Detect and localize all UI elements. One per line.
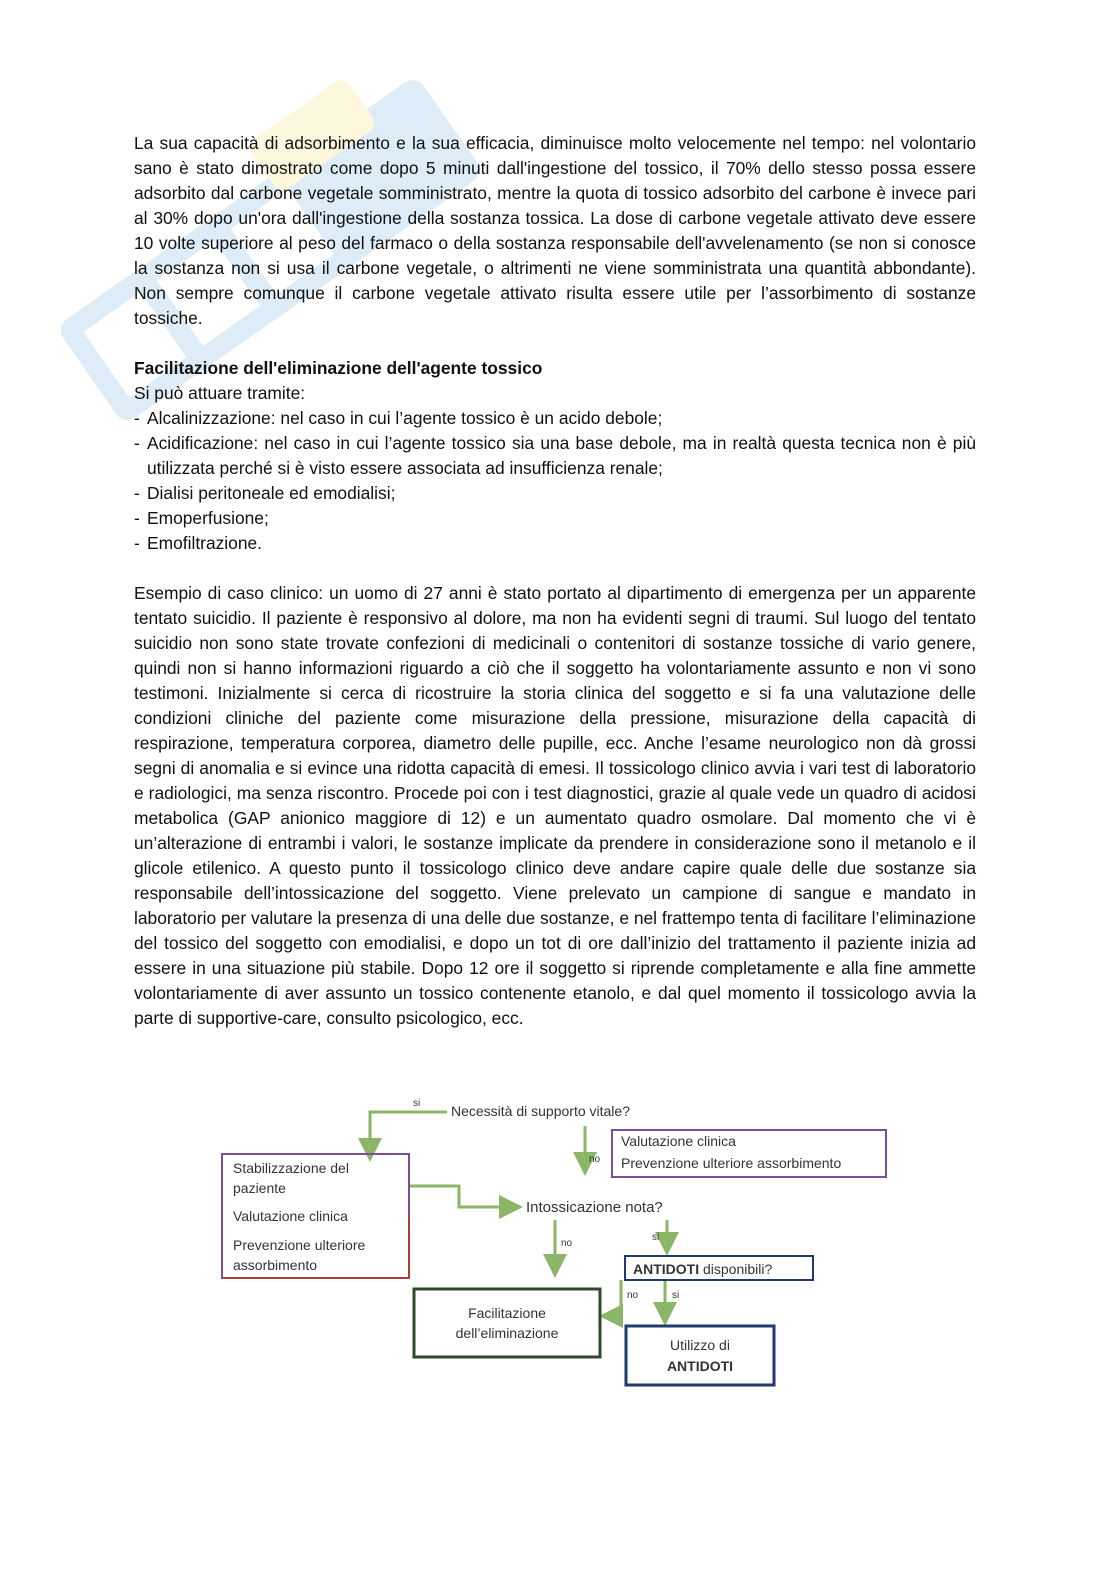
box-stab-line1: Stabilizzazione del	[233, 1160, 349, 1176]
intro-line: Si può attuare tramite:	[134, 383, 306, 403]
list-item: - Dialisi peritoneale ed emodialisi;	[134, 483, 396, 503]
label-no-intox: no	[561, 1238, 573, 1249]
label-si-intox: si	[652, 1232, 660, 1243]
box-stab-line2: paziente	[233, 1180, 286, 1196]
box-facil-line2: dell’eliminazione	[455, 1325, 559, 1341]
methods-list	[134, 406, 976, 556]
box-utilizzo-antidoti	[626, 1326, 774, 1385]
arrow-si-to-stabilization	[370, 1112, 447, 1156]
box-stab-line3: Valutazione clinica	[233, 1208, 348, 1224]
section-heading: Facilitazione dell'eliminazione dell'agente tossico	[134, 358, 543, 378]
question-intox: Intossicazione nota?	[526, 1199, 663, 1216]
box-stab-line5: assorbimento	[233, 1257, 318, 1273]
label-si-antidoti: si	[672, 1290, 680, 1301]
box-valutazione-line1: Valutazione clinica	[621, 1133, 736, 1149]
question-antidoti: ANTIDOTI disponibili?	[633, 1261, 773, 1277]
label-no-top: no	[589, 1154, 601, 1165]
box-facil-line1: Facilitazione	[468, 1305, 546, 1321]
list-item: - Alcalinizzazione: nel caso in cui l’agente tossico è un acido debole;	[134, 408, 663, 428]
question-support: Necessità di supporto vitale?	[451, 1103, 630, 1119]
list-item: - Acidificazione: nel caso in cui l’agente tossico sia una base debole, ma in realtà questa tecnica non è più utilizzata perché si è visto essere associata ad insufficienza renale;	[134, 433, 976, 478]
box-facilitazione	[414, 1289, 600, 1357]
paragraph-charcoal: La sua capacità di adsorbimento e la sua efficacia, diminuisce molto velocemente nel tempo: nel volontario sano è stato dimostrato come dopo 5 minuti dall'ingestione del tossico, il 70% dello stesso possa essere adsorbito dal carbone vegetale somministrato, mentre la quota di tossico adsorbito del carbone è invece pari al 30% dopo un'ora dall'ingestione della sostanza tossica. La dose di carbone vegetale attivato deve essere 10 volte superiore al peso del farmaco o della sostanza responsabile dell'avvelenamento (se non si conosce la sostanza non si usa il carbone vegetale, o altrimenti ne viene somministrata una quantità abbondante). Non sempre comunque il carbone vegetale attivato risulta essere utile per l’assorbimento di sostanze tossiche.	[134, 133, 976, 328]
box-utilizzo-line1: Utilizzo di	[670, 1337, 730, 1353]
box-valutazione-line2: Prevenzione ulteriore assorbimento	[621, 1155, 842, 1171]
list-item: - Emoperfusione;	[134, 508, 269, 528]
list-item: - Emofiltrazione.	[134, 533, 263, 553]
label-si-top: si	[413, 1098, 421, 1109]
box-utilizzo-line2: ANTIDOTI	[666, 1358, 734, 1374]
arrow-antidoti-no	[605, 1280, 621, 1316]
box-stab-line4: Prevenzione ulteriore	[233, 1237, 366, 1253]
label-no-antidoti: no	[627, 1290, 639, 1301]
arrow-stab-to-intox	[409, 1186, 517, 1207]
toxicology-flowchart	[215, 1088, 905, 1398]
paragraph-case-study: Esempio di caso clinico: un uomo di 27 anni è stato portato al dipartimento di emergenza per un apparente tentato suicidio. Il paziente è responsivo al dolore, ma non ha evidenti segni di traumi. Sul luogo del tentato suicidio non sono state trovate confezioni di medicinali o contenitori di sostanze tossiche di vario genere, quindi non si hanno informazioni riguardo a ciò che il soggetto ha volontariamente assunto e non vi sono testimoni. Inizialmente si cerca di ricostruire la storia clinica del soggetto e si fa una valutazione delle condizioni cliniche del paziente come misurazione della pressione, misurazione della capacità di respirazione, temperatura corporea, diametro delle pupille, ecc. Anche l’esame neurologico non dà grossi segni di anomalia e si evince una ridotta capacità di emesi. Il tossicologo clinico avvia i vari test di laboratorio e radiologici, ma senza riscontro. Procede poi con i test diagnostici, grazie al quale vede un quadro di acidosi metabolica (GAP anionico maggiore di 12) e un aumentato quadro osmolare. Dal momento che vi è un’alterazione di entrambi i valori, le sostanze implicate da prendere in considerazione sono il metanolo e il glicole etilenico. A questo punto il tossicologo clinico deve andare capire quale delle due sostanze sia responsabile dell’intossicazione del soggetto. Viene prelevato un campione di sangue e mandato in laboratorio per valutare la presenza di una delle due sostanze, e nel frattempo tenta di facilitare l’eliminazione del tossico del soggetto con emodialisi, e dopo un tot di ore dall’inizio del trattamento il paziente inizia ad essere in una situazione più stabile. Dopo 12 ore il soggetto si riprende completamente e alla fine ammette volontariamente di aver assunto un tossico contenente etanolo, e dal quel momento il tossicologo avvia la parte di supportive-care, consulto psicologico, ecc.	[134, 583, 977, 1028]
document-body	[134, 131, 976, 1031]
